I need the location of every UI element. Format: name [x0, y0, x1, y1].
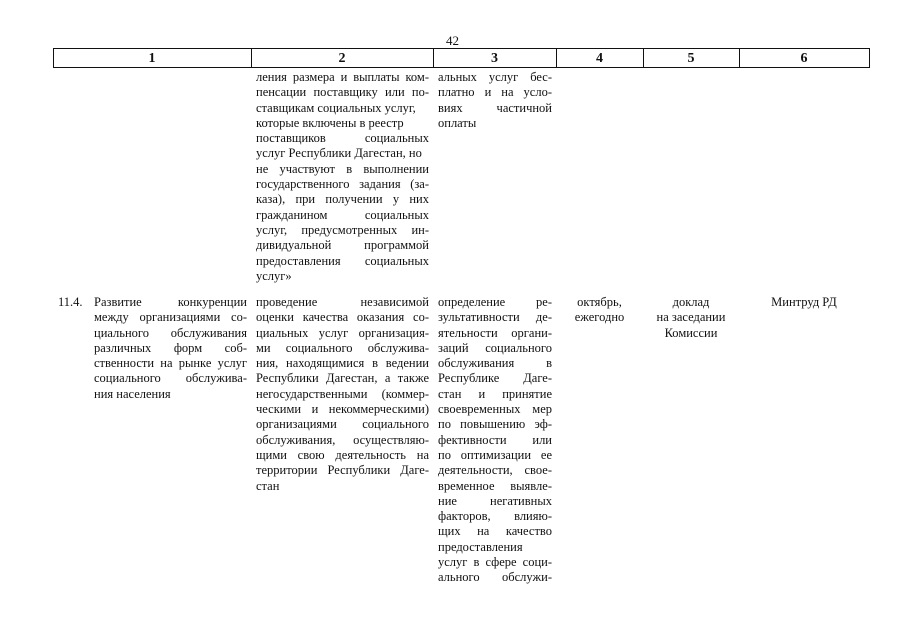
text-line: оценки качества оказания со-: [256, 310, 429, 325]
text-line: территории Республики Даге-: [256, 463, 429, 478]
text-line: платно и на усло-: [438, 85, 552, 100]
text-line: различных форм соб-: [94, 340, 247, 355]
row-col6-responsible: Минтруд РД: [771, 295, 837, 309]
text-line: стан: [256, 478, 280, 493]
text-line: которые включены в реестр: [256, 115, 404, 130]
text-line: своевременных мер: [438, 402, 552, 417]
text-line: каза), при получении у них: [256, 192, 429, 207]
text-line: фективности или: [438, 432, 552, 447]
header-top-rule: [53, 48, 870, 49]
text-line: услуг, предусмотренных ин-: [256, 222, 429, 237]
continuation-col2: [256, 70, 429, 284]
text-line: по повышению эф-: [438, 417, 552, 432]
text-line: Комиссии: [664, 325, 718, 340]
row-col4-deadline: [556, 295, 643, 326]
text-line: циального обслуживания: [94, 325, 247, 340]
column-number-1: 1: [148, 51, 156, 66]
text-line: ния населения: [94, 386, 171, 401]
text-line: виях частичной: [438, 100, 552, 115]
text-line: ственности на рынке услуг: [94, 356, 247, 371]
text-line: факторов, влияю-: [438, 509, 552, 524]
header-bottom-rule: [53, 67, 870, 68]
text-line: ления размера и выплаты ком-: [256, 70, 429, 84]
row-col2-measure: [256, 295, 429, 494]
row-col3-result: [438, 295, 552, 586]
text-line: циальных услуг организация-: [256, 325, 429, 340]
text-line: ежегодно: [574, 310, 625, 325]
continuation-col3: [438, 70, 552, 131]
text-line: временное выявле-: [438, 478, 552, 493]
text-line: деятельности, свое-: [438, 463, 552, 478]
text-line: между организациями со-: [94, 310, 247, 325]
column-number-2: 2: [338, 51, 346, 66]
row-col1-task: [94, 295, 247, 402]
text-line: ми социального обслужива-: [256, 340, 429, 355]
text-line: Развитие конкуренции: [94, 295, 247, 309]
text-line: октябрь,: [577, 295, 622, 309]
text-line: стан и принятие: [438, 386, 552, 401]
text-line: услуг Республики Дагестан, но: [256, 146, 422, 161]
text-line: доклад: [672, 295, 710, 309]
text-line: ческими и некоммерческими): [256, 402, 429, 417]
row-col5-report: [643, 295, 739, 341]
text-line: ятельности органи-: [438, 325, 552, 340]
text-line: организациями социального: [256, 417, 429, 432]
text-line: щих на качество: [438, 524, 552, 539]
text-line: Республики Дагестан, а также: [256, 371, 429, 386]
text-line: обслуживания, осуществляю-: [256, 432, 429, 447]
column-number-5: 5: [687, 51, 695, 66]
text-line: определение ре-: [438, 295, 552, 309]
text-line: дивидуальной программой: [256, 238, 429, 253]
text-line: пенсации поставщику или по-: [256, 85, 429, 100]
text-line: ния, находящимися в ведении: [256, 356, 429, 371]
text-line: предоставления: [438, 539, 523, 554]
column-number-4: 4: [596, 51, 603, 66]
text-line: услуг в сфере соци-: [438, 555, 552, 570]
text-line: альных услуг бес-: [438, 70, 552, 84]
text-line: социального обслужива-: [94, 371, 247, 386]
text-line: негосударственными (коммер-: [256, 386, 429, 401]
text-line: не участвуют в выполнении: [256, 161, 429, 176]
text-line: поставщиков социальных: [256, 131, 429, 146]
text-line: услуг»: [256, 268, 292, 283]
text-line: по оптимизации ее: [438, 447, 552, 462]
page-number: 42: [446, 33, 459, 48]
text-line: ставщикам социальных услуг,: [256, 100, 416, 115]
text-line: заций социального: [438, 340, 552, 355]
text-line: ального обслужи-: [438, 570, 552, 585]
text-line: гражданином социальных: [256, 207, 429, 222]
column-number-6: 6: [800, 51, 808, 66]
column-number-3: 3: [491, 51, 498, 66]
row-number: 11.4.: [58, 295, 83, 309]
text-line: оплаты: [438, 115, 477, 130]
header-divider: [869, 49, 870, 67]
text-line: предоставления социальных: [256, 253, 429, 268]
text-line: обслуживания в: [438, 356, 552, 371]
text-line: зультативности де-: [438, 310, 552, 325]
text-line: ние негативных: [438, 493, 552, 508]
text-line: Республике Даге-: [438, 371, 552, 386]
text-line: государственного задания (за-: [256, 177, 429, 192]
text-line: проведение независимой: [256, 295, 429, 309]
text-line: на заседании: [656, 310, 726, 325]
text-line: щими свою деятельность на: [256, 447, 429, 462]
